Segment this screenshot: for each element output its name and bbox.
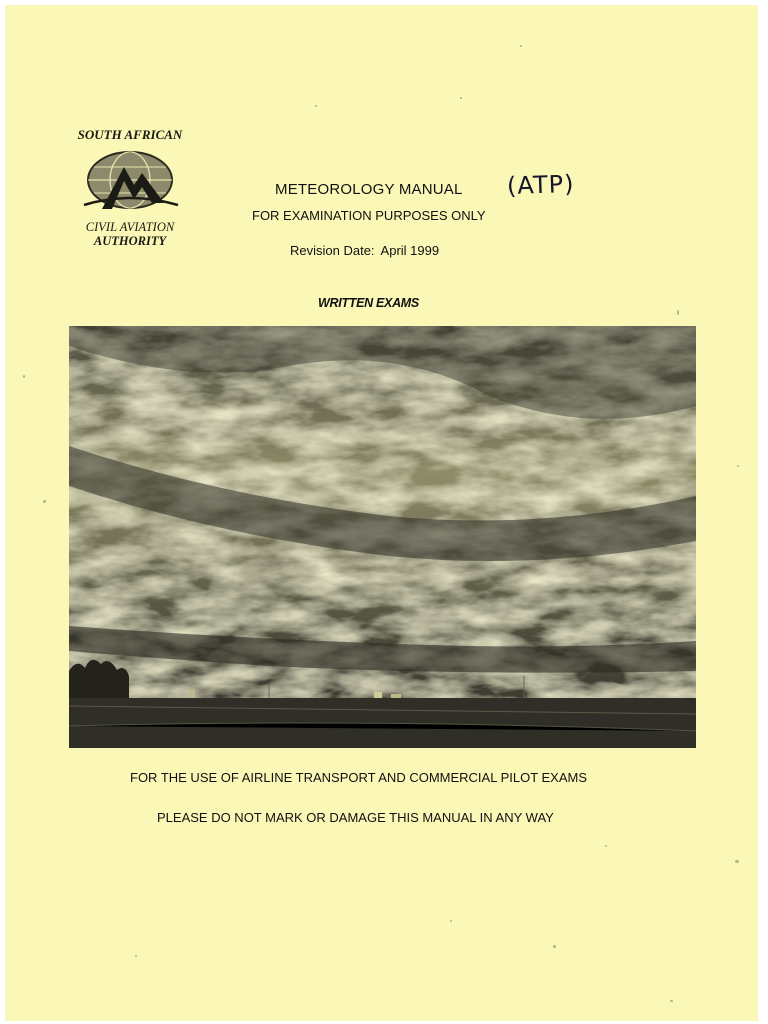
logo-bottom-text bbox=[65, 220, 195, 248]
manual-cover-page bbox=[5, 5, 758, 1021]
revision-value: April 1999 bbox=[380, 243, 440, 258]
photo-canvas bbox=[69, 326, 696, 748]
paper-speck bbox=[23, 375, 25, 378]
section-heading: WRITTEN EXAMS bbox=[318, 296, 419, 310]
care-notice: PLEASE DO NOT MARK OR DAMAGE THIS MANUAL IN ANY WAY bbox=[157, 810, 554, 825]
paper-speck bbox=[450, 920, 452, 922]
revision-label: Revision Date: bbox=[290, 243, 375, 258]
usage-notice: FOR THE USE OF AIRLINE TRANSPORT AND COMMERCIAL PILOT EXAMS bbox=[130, 770, 588, 785]
paper-speck bbox=[735, 860, 739, 863]
globe-mountain-icon bbox=[80, 147, 180, 217]
logo-top-text: SOUTH AFRICAN bbox=[77, 127, 183, 142]
logo-line-authority: AUTHORITY bbox=[93, 234, 167, 248]
paper-speck bbox=[520, 45, 522, 47]
paper-speck bbox=[43, 500, 46, 503]
handwritten-note: (ATP) bbox=[506, 169, 575, 201]
caa-logo bbox=[65, 127, 195, 257]
paper-speck bbox=[677, 310, 679, 315]
paper-speck bbox=[737, 465, 739, 467]
paper-speck bbox=[315, 105, 317, 107]
page-subtitle: FOR EXAMINATION PURPOSES ONLY bbox=[252, 208, 486, 223]
paper-speck bbox=[605, 845, 607, 847]
paper-speck bbox=[135, 955, 137, 957]
storm-clouds-photo bbox=[69, 326, 696, 748]
logo-line-civil-aviation: CIVIL AVIATION bbox=[85, 220, 175, 234]
paper-speck bbox=[670, 1000, 673, 1002]
revision-date bbox=[290, 243, 439, 258]
paper-speck bbox=[553, 945, 556, 948]
page-title: METEOROLOGY MANUAL bbox=[275, 181, 463, 198]
paper-speck bbox=[460, 97, 462, 99]
